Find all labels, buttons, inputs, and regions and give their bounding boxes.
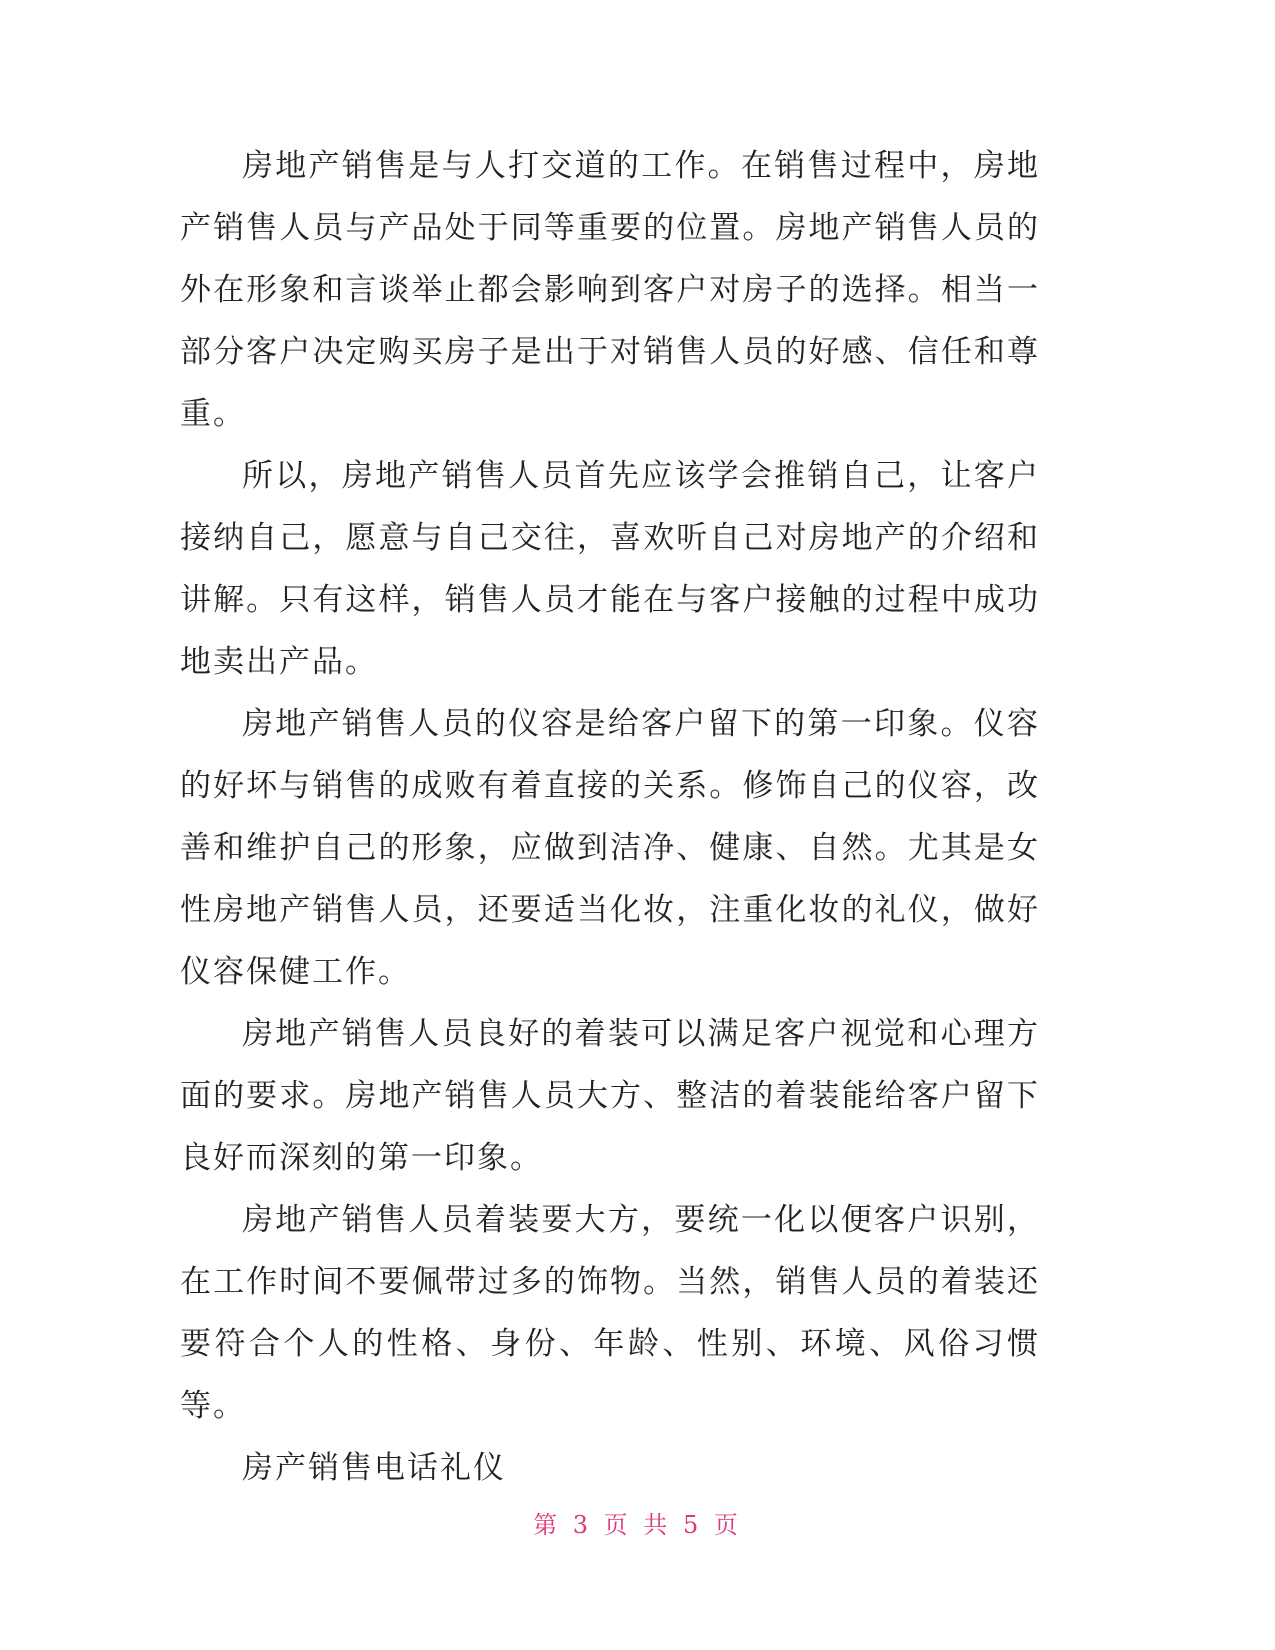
page-number-footer: 第 3 页 共 5 页 <box>533 1511 742 1539</box>
document-body <box>180 135 1040 1499</box>
paragraph-4: 房地产销售人员良好的着装可以满足客户视觉和心理方面的要求。房地产销售人员大方、整洁的着装能给客户留下良好而深刻的第一印象。 <box>180 1016 1040 1176</box>
paragraph-1: 房地产销售是与人打交道的工作。在销售过程中，房地产销售人员与产品处于同等重要的位置。房地产销售人员的外在形象和言谈举止都会影响到客户对房子的选择。相当一部分客户决定购买房子是出于对销售人员的好感、信任和尊重。 <box>180 148 1040 432</box>
paragraph-5: 房地产销售人员着装要大方，要统一化以便客户识别，在工作时间不要佩带过多的饰物。当然，销售人员的着装还要符合个人的性格、身份、年龄、性别、环境、风俗习惯等。 <box>180 1202 1040 1424</box>
paragraph-2: 所以，房地产销售人员首先应该学会推销自己，让客户接纳自己，愿意与自己交往，喜欢听自己对房地产的介绍和讲解。只有这样，销售人员才能在与客户接触的过程中成功地卖出产品。 <box>180 458 1040 680</box>
paragraph-3: 房地产销售人员的仪容是给客户留下的第一印象。仪容的好坏与销售的成败有着直接的关系。修饰自己的仪容，改善和维护自己的形象，应做到洁净、健康、自然。尤其是女性房地产销售人员，还要适当化妆，注重化妆的礼仪，做好仪容保健工作。 <box>180 706 1040 990</box>
section-heading: 房产销售电话礼仪 <box>242 1450 506 1486</box>
